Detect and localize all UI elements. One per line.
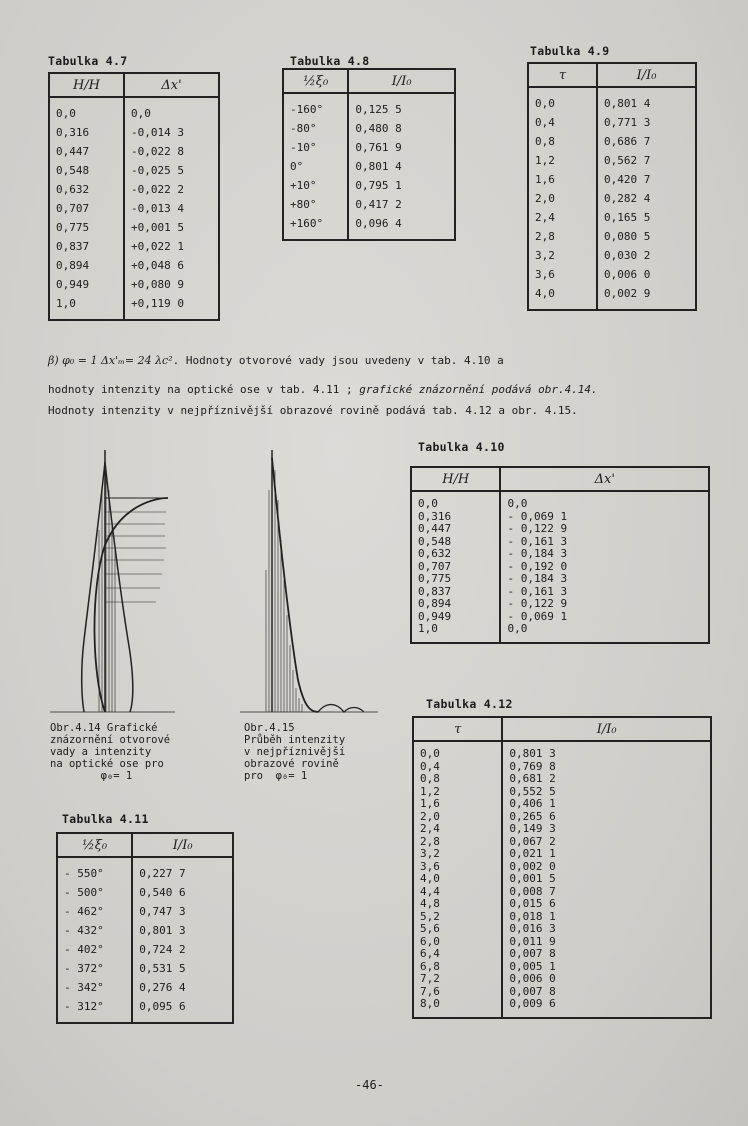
table-row xyxy=(411,523,709,536)
table-row xyxy=(528,151,696,170)
table-cell: 0,406 1 xyxy=(502,798,711,811)
table-cell: 0,795 1 xyxy=(348,176,455,195)
table-cell: 0,0 xyxy=(500,623,709,643)
table-cell: 0,949 xyxy=(49,275,124,294)
table-cell: 0,761 9 xyxy=(348,138,455,157)
table-cell: 0,548 xyxy=(49,161,124,180)
table-row xyxy=(283,138,455,157)
table-row xyxy=(413,948,711,961)
table-4-7-caption: Tabulka 4.7 xyxy=(48,54,128,68)
table-cell: -0,025 5 xyxy=(124,161,219,180)
table-cell: 5,2 xyxy=(413,911,502,924)
table-row xyxy=(528,208,696,227)
table-row xyxy=(528,284,696,310)
table-cell: 0,447 xyxy=(411,523,500,536)
table-cell: 0,008 7 xyxy=(502,886,711,899)
header-cell: I/I₀ xyxy=(348,69,455,93)
intensity-hatch xyxy=(99,470,115,712)
table-4-9 xyxy=(527,62,697,311)
table-row xyxy=(49,142,219,161)
table-row xyxy=(57,921,233,940)
table-4-8-caption: Tabulka 4.8 xyxy=(290,54,370,68)
table-cell: +10° xyxy=(283,176,348,195)
table-cell: 1,0 xyxy=(411,623,500,643)
table-cell: 0,009 6 xyxy=(502,998,711,1018)
table-row xyxy=(413,911,711,924)
table-cell: 6,4 xyxy=(413,948,502,961)
table-cell: -80° xyxy=(283,119,348,138)
table-cell: 0,006 0 xyxy=(597,265,696,284)
table-cell: 1,6 xyxy=(528,170,597,189)
table-cell: 6,0 xyxy=(413,936,502,949)
table-cell: 4,8 xyxy=(413,898,502,911)
table-cell: - 462° xyxy=(57,902,132,921)
table-row xyxy=(413,973,711,986)
table-cell: 2,8 xyxy=(528,227,597,246)
table-cell: 0,001 5 xyxy=(502,873,711,886)
paragraph-line-3: Hodnoty intenzity v nejpříznivější obrazové rovině podává tab. 4.12 a obr. 4.15. xyxy=(48,404,578,417)
table-row xyxy=(528,246,696,265)
table-cell: 0,149 3 xyxy=(502,823,711,836)
table-row xyxy=(413,741,711,761)
paragraph-line-1-text: . Hodnoty otvorové vady jsou uvedeny v tab. 4.10 a xyxy=(172,354,504,367)
table-row xyxy=(413,798,711,811)
table-cell: 7,2 xyxy=(413,973,502,986)
table-cell: 0,801 3 xyxy=(132,921,233,940)
table-cell: +0,022 1 xyxy=(124,237,219,256)
table-row xyxy=(411,491,709,511)
table-row xyxy=(283,195,455,214)
table-row xyxy=(49,161,219,180)
table-cell: 0,0 xyxy=(124,97,219,123)
table-cell: 4,0 xyxy=(413,873,502,886)
table-cell: 0,165 5 xyxy=(597,208,696,227)
table-row xyxy=(49,218,219,237)
table-cell: 0° xyxy=(283,157,348,176)
table-cell: 0,548 xyxy=(411,536,500,549)
table-cell: 0,0 xyxy=(528,87,597,113)
table-row xyxy=(49,123,219,142)
header-cell: τ xyxy=(413,717,502,741)
table-cell: 0,686 7 xyxy=(597,132,696,151)
paragraph-line-1 xyxy=(48,354,504,367)
table-4-12 xyxy=(412,716,712,1019)
table-cell: 0,531 5 xyxy=(132,959,233,978)
table-cell: 0,276 4 xyxy=(132,978,233,997)
table-cell: - 0,161 3 xyxy=(500,586,709,599)
table-row xyxy=(57,857,233,883)
table-cell: - 0,122 9 xyxy=(500,523,709,536)
table-row xyxy=(49,275,219,294)
table-cell: 0,707 xyxy=(49,199,124,218)
figure-4-15-caption: Obr.4.15 Průběh intenzity v nejpříznivější obrazové rovině pro φ₀= 1 xyxy=(244,722,346,782)
table-cell: - 550° xyxy=(57,857,132,883)
table-cell: 0,769 8 xyxy=(502,761,711,774)
table-4-8 xyxy=(282,68,456,241)
figure-4-14-caption: Obr.4.14 Grafické znázornění otvorové vady a intenzity na optické ose pro φ₀= 1 xyxy=(50,722,171,782)
table-cell: 0,480 8 xyxy=(348,119,455,138)
table-cell: +0,001 5 xyxy=(124,218,219,237)
table-cell: 0,0 xyxy=(500,491,709,511)
table-cell: 0,0 xyxy=(413,741,502,761)
table-row xyxy=(528,132,696,151)
table-cell: 1,2 xyxy=(413,786,502,799)
table-row xyxy=(413,836,711,849)
table-row xyxy=(49,294,219,320)
table-cell: 0,801 3 xyxy=(502,741,711,761)
formula-lead: β) φ₀ = 1 Δx'ₘ= 24 λc² xyxy=(48,354,173,367)
table-cell: 0,0 xyxy=(49,97,124,123)
table-cell: - 0,192 0 xyxy=(500,561,709,574)
table-row xyxy=(528,265,696,284)
table-cell: 3,6 xyxy=(528,265,597,284)
table-cell: +0,048 6 xyxy=(124,256,219,275)
table-row xyxy=(413,873,711,886)
table-row xyxy=(413,923,711,936)
table-row xyxy=(57,997,233,1023)
table-row xyxy=(411,598,709,611)
header-cell: ½ξ₀ xyxy=(57,833,132,857)
table-cell: 0,632 xyxy=(49,180,124,199)
table-row xyxy=(528,189,696,208)
table-4-10 xyxy=(410,466,710,644)
table-cell: 1,6 xyxy=(413,798,502,811)
table-row xyxy=(413,861,711,874)
table-cell: 0,707 xyxy=(411,561,500,574)
table-cell: 0,282 4 xyxy=(597,189,696,208)
table-cell: 0,420 7 xyxy=(597,170,696,189)
table-cell: 2,4 xyxy=(413,823,502,836)
paragraph-line-2-text: hodnoty intenzity na optické ose v tab. 4.11 ; xyxy=(48,383,353,396)
table-row xyxy=(283,214,455,240)
paragraph-line-2 xyxy=(48,383,598,396)
table-cell: 0,801 4 xyxy=(348,157,455,176)
table-cell: 0,080 5 xyxy=(597,227,696,246)
header-cell: I/I₀ xyxy=(597,63,696,87)
table-cell: +0,080 9 xyxy=(124,275,219,294)
table-cell: 0,8 xyxy=(528,132,597,151)
table-cell: -10° xyxy=(283,138,348,157)
table-cell: - 0,069 1 xyxy=(500,611,709,624)
table-4-7 xyxy=(48,72,220,321)
table-cell: +160° xyxy=(283,214,348,240)
table-row xyxy=(528,113,696,132)
table-cell: - 0,069 1 xyxy=(500,511,709,524)
table-cell: 0,002 9 xyxy=(597,284,696,310)
table-cell: 3,2 xyxy=(413,848,502,861)
table-row xyxy=(49,237,219,256)
table-cell: 0,007 8 xyxy=(502,986,711,999)
table-cell: 0,007 8 xyxy=(502,948,711,961)
header-cell: I/I₀ xyxy=(132,833,233,857)
table-cell: -0,013 4 xyxy=(124,199,219,218)
table-cell: -0,014 3 xyxy=(124,123,219,142)
table-row xyxy=(49,256,219,275)
table-row xyxy=(283,157,455,176)
table-row xyxy=(413,823,711,836)
table-row xyxy=(413,773,711,786)
table-row xyxy=(49,199,219,218)
table-row xyxy=(57,902,233,921)
figure-4-15 xyxy=(240,450,380,715)
table-cell: - 372° xyxy=(57,959,132,978)
table-cell: 2,0 xyxy=(528,189,597,208)
table-row xyxy=(411,611,709,624)
table-cell: -0,022 8 xyxy=(124,142,219,161)
table-row xyxy=(411,623,709,643)
table-row xyxy=(528,227,696,246)
table-row xyxy=(57,959,233,978)
hatch-lines xyxy=(105,512,166,602)
table-cell: 1,0 xyxy=(49,294,124,320)
table-cell: 0,837 xyxy=(411,586,500,599)
table-cell: 3,2 xyxy=(528,246,597,265)
table-cell: 0,067 2 xyxy=(502,836,711,849)
table-row xyxy=(49,97,219,123)
table-row xyxy=(413,886,711,899)
table-cell: 2,0 xyxy=(413,811,502,824)
table-cell: - 402° xyxy=(57,940,132,959)
table-cell: 0,021 1 xyxy=(502,848,711,861)
table-cell: 2,8 xyxy=(413,836,502,849)
table-4-11-caption: Tabulka 4.11 xyxy=(62,812,149,826)
table-cell: 6,8 xyxy=(413,961,502,974)
figure-4-14 xyxy=(50,450,180,715)
table-cell: - 312° xyxy=(57,997,132,1023)
table-cell: 8,0 xyxy=(413,998,502,1018)
table-row xyxy=(283,119,455,138)
table-cell: 0,011 9 xyxy=(502,936,711,949)
table-cell: 0,562 7 xyxy=(597,151,696,170)
table-cell: 0,125 5 xyxy=(348,93,455,119)
table-row xyxy=(57,883,233,902)
table-cell: 0,837 xyxy=(49,237,124,256)
table-cell: - 342° xyxy=(57,978,132,997)
table-cell: 0,4 xyxy=(528,113,597,132)
table-row xyxy=(413,986,711,999)
table-cell: 0,316 xyxy=(49,123,124,142)
intensity-curve-mirror xyxy=(82,462,105,712)
table-4-11 xyxy=(56,832,234,1024)
header-cell: H/H xyxy=(411,467,500,491)
table-cell: 0,771 3 xyxy=(597,113,696,132)
header-cell: I/I₀ xyxy=(502,717,711,741)
table-cell: 0,724 2 xyxy=(132,940,233,959)
table-cell: 0,006 0 xyxy=(502,973,711,986)
table-4-12-caption: Tabulka 4.12 xyxy=(426,697,513,711)
table-cell: 0,030 2 xyxy=(597,246,696,265)
table-cell: - 500° xyxy=(57,883,132,902)
table-cell: 3,6 xyxy=(413,861,502,874)
table-row xyxy=(413,848,711,861)
table-row xyxy=(413,761,711,774)
table-cell: 0,949 xyxy=(411,611,500,624)
table-row xyxy=(413,936,711,949)
table-cell: 0,775 xyxy=(49,218,124,237)
table-row xyxy=(57,978,233,997)
table-row xyxy=(411,573,709,586)
table-cell: 0,018 1 xyxy=(502,911,711,924)
table-row xyxy=(413,898,711,911)
table-cell: - 0,122 9 xyxy=(500,598,709,611)
intensity-curve xyxy=(272,458,318,712)
table-cell: - 0,161 3 xyxy=(500,536,709,549)
table-row xyxy=(528,170,696,189)
table-row xyxy=(283,176,455,195)
header-cell: H/H xyxy=(49,73,124,97)
table-cell: 5,6 xyxy=(413,923,502,936)
header-cell: ½ξ₀ xyxy=(283,69,348,93)
table-cell: 0,265 6 xyxy=(502,811,711,824)
table-cell: 0,775 xyxy=(411,573,500,586)
table-cell: 0,002 0 xyxy=(502,861,711,874)
table-cell: 2,4 xyxy=(528,208,597,227)
table-row xyxy=(413,998,711,1018)
header-cell: τ xyxy=(528,63,597,87)
table-cell: 0,552 5 xyxy=(502,786,711,799)
table-row xyxy=(413,786,711,799)
table-cell: 0,747 3 xyxy=(132,902,233,921)
table-cell: +80° xyxy=(283,195,348,214)
table-cell: 1,2 xyxy=(528,151,597,170)
table-cell: +0,119 0 xyxy=(124,294,219,320)
table-cell: 0,015 6 xyxy=(502,898,711,911)
table-cell: 0,0 xyxy=(411,491,500,511)
table-cell: 4,4 xyxy=(413,886,502,899)
table-cell: - 432° xyxy=(57,921,132,940)
table-row xyxy=(57,940,233,959)
table-row xyxy=(49,180,219,199)
table-cell: 0,095 6 xyxy=(132,997,233,1023)
table-cell: 0,096 4 xyxy=(348,214,455,240)
table-cell: - 0,184 3 xyxy=(500,548,709,561)
table-cell: 0,632 xyxy=(411,548,500,561)
table-cell: -160° xyxy=(283,93,348,119)
table-cell: 0,316 xyxy=(411,511,500,524)
table-cell: 0,016 3 xyxy=(502,923,711,936)
table-cell: 0,681 2 xyxy=(502,773,711,786)
header-cell: Δx' xyxy=(500,467,709,491)
table-4-10-caption: Tabulka 4.10 xyxy=(418,440,505,454)
table-row xyxy=(528,87,696,113)
page-number: -46- xyxy=(355,1078,384,1092)
table-cell: 0,005 1 xyxy=(502,961,711,974)
table-row xyxy=(413,811,711,824)
table-cell: 0,227 7 xyxy=(132,857,233,883)
table-row xyxy=(283,93,455,119)
table-cell: - 0,184 3 xyxy=(500,573,709,586)
table-cell: 0,8 xyxy=(413,773,502,786)
table-4-9-caption: Tabulka 4.9 xyxy=(530,44,610,58)
table-cell: -0,022 2 xyxy=(124,180,219,199)
table-cell: 0,894 xyxy=(49,256,124,275)
table-cell: 4,0 xyxy=(528,284,597,310)
table-cell: 0,447 xyxy=(49,142,124,161)
table-row xyxy=(411,548,709,561)
table-cell: 0,4 xyxy=(413,761,502,774)
table-cell: 0,417 2 xyxy=(348,195,455,214)
table-cell: 7,6 xyxy=(413,986,502,999)
table-cell: 0,894 xyxy=(411,598,500,611)
secondary-lobes xyxy=(318,705,364,713)
paragraph-line-2-handwritten: grafické znázornění podává obr.4.14. xyxy=(359,383,598,396)
table-cell: 0,540 6 xyxy=(132,883,233,902)
table-row xyxy=(413,961,711,974)
header-cell: Δx' xyxy=(124,73,219,97)
table-cell: 0,801 4 xyxy=(597,87,696,113)
